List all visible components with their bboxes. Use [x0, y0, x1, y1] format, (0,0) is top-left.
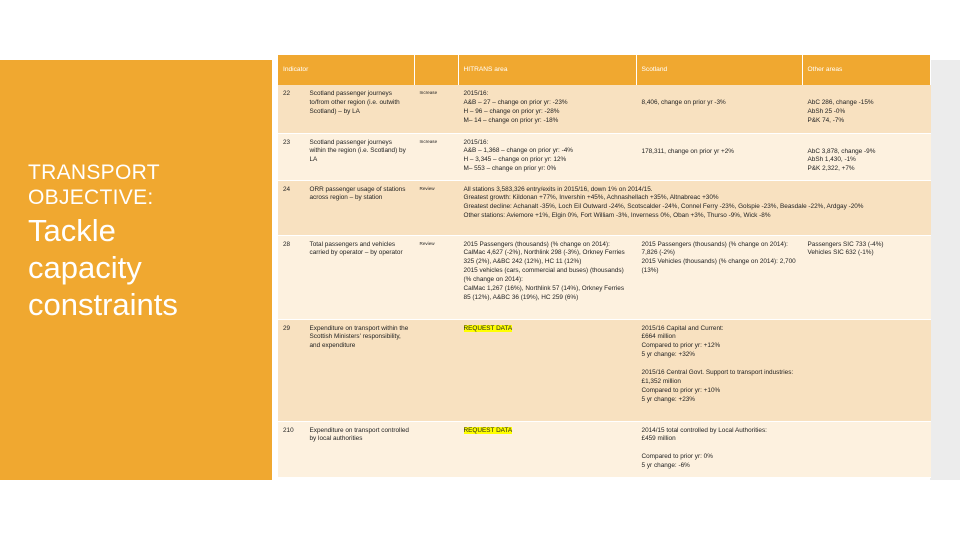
table-row: [278, 180, 930, 235]
cell-line: 2015/16:: [463, 90, 489, 97]
row-scotland: [636, 133, 802, 180]
row-indicator: Total passengers and vehicles carried by operator – by operator: [304, 235, 414, 319]
request-data-highlight: REQUEST DATA: [463, 324, 513, 332]
cell-line: Passengers SIC 733 (-4%): [807, 240, 884, 248]
row-indicator: Scotland passenger journeys within the region (i.e. Scotland) by LA: [304, 133, 414, 180]
objective-heading: [28, 160, 264, 323]
objective-title-line: constraints: [28, 287, 178, 322]
cell-line: AbC 3,878, change -9%: [807, 147, 876, 155]
header-other: Other areas: [802, 55, 930, 85]
cell-line: AbSh 1,430, -1%: [807, 156, 856, 164]
spacer: [642, 444, 798, 453]
table-row: [278, 421, 930, 477]
table-row: [278, 133, 930, 180]
cell-line: £664 million: [641, 333, 676, 341]
cell-line: H – 3,345 – change on prior yr: 12%: [463, 156, 567, 164]
cell-line: Compared to prior yr: +10%: [641, 386, 721, 394]
cell-line: Vehicles SIC 632 (-1%): [807, 249, 874, 257]
table-header-row: [278, 55, 930, 85]
cell-line: M– 14 – change on prior yr: -18%: [463, 116, 559, 124]
row-trend: Review: [414, 235, 458, 319]
row-number: 23: [278, 133, 304, 180]
objective-title: [28, 212, 264, 323]
cell-line: 178,311, change on prior yr +2%: [641, 147, 734, 155]
cell-line: P&K 74, -7%: [807, 116, 845, 124]
row-number: 29: [278, 319, 304, 421]
cell-line: 2015 Passengers (thousands) (% change on 2014): 7,826 (-2%): [641, 240, 788, 257]
header-scotland: Scotland: [636, 55, 802, 85]
cell-line: Other stations: Aviemore +1%, Elgin 0%, Fort William -3%, Inverness 0%, Oban +3%, Thurso -9%, Wick -8%: [463, 212, 771, 220]
cell-line: CalMac 1,267 (16%), Northlink 57 (14%), Orkney Ferries 85 (12%), A&BC 36 (19%), HC 259 (6%): [463, 285, 625, 301]
row-other: [802, 85, 930, 133]
indicators-table: [278, 55, 931, 478]
cell-line: 5 yr change: -6%: [641, 462, 690, 470]
row-hitrans: [458, 133, 636, 180]
row-trend: [414, 319, 458, 421]
row-scotland: [636, 319, 802, 421]
row-hitrans: [458, 85, 636, 133]
row-other: [802, 319, 930, 421]
row-scotland: [636, 235, 802, 319]
row-hitrans: [458, 421, 636, 477]
header-hitrans: HITRANS area: [458, 55, 636, 85]
cell-line: 2015 Passengers (thousands) (% change on 2014):: [463, 240, 610, 248]
row-indicator: Expenditure on transport controlled by local authorities: [304, 421, 414, 477]
row-number: 28: [278, 235, 304, 319]
cell-line: 2015/16:: [463, 138, 489, 146]
row-other: [802, 421, 930, 477]
cell-line: AbSh 25 -0%: [807, 107, 846, 115]
cell-line: 5 yr change: +23%: [641, 395, 695, 403]
row-summary: [458, 180, 930, 235]
row-trend: Increase: [414, 85, 458, 133]
cell-line: M– 553 – change on prior yr: 0%: [463, 165, 557, 173]
row-scotland: [636, 421, 802, 477]
cell-line: All stations 3,583,326 entry/exits in 2015/16, down 1% on 2014/15.: [463, 185, 653, 193]
cell-line: H – 96 – change on prior yr: -28%: [463, 107, 560, 115]
cell-line: 8,406, change on prior yr -3%: [641, 99, 726, 106]
row-other: [802, 235, 930, 319]
cell-line: 5 yr change: +32%: [641, 351, 695, 359]
right-grey-strip: [930, 60, 960, 480]
row-number: 24: [278, 180, 304, 235]
objective-label: TRANSPORT OBJECTIVE:: [28, 161, 160, 209]
row-indicator: Expenditure on transport within the Scottish Ministers' responsibility, and expenditure: [304, 319, 414, 421]
cell-line: A&B – 27 – change on prior yr: -23%: [463, 98, 568, 106]
cell-line: A&B – 1,368 – change on prior yr: -4%: [463, 147, 573, 155]
cell-line: Compared to prior yr: 0%: [641, 453, 713, 461]
cell-line: £459 million: [641, 435, 676, 443]
cell-line: £1,352 million: [641, 378, 681, 386]
cell-line: 2015/16 Central Govt. Support to transport industries:: [641, 369, 794, 377]
row-hitrans: [458, 319, 636, 421]
objective-title-line: capacity: [28, 250, 142, 285]
cell-line: AbC 286, change -15%: [807, 99, 874, 106]
row-trend: [414, 421, 458, 477]
cell-line: CalMac 4,627 (-2%), Northlink 298 (-3%), Orkney Ferries 325 (2%), A&BC 242 (12%), HC 11 (12%): [463, 249, 625, 266]
cell-line: Greatest decline: Achanalt -35%, Loch Eil Outward -24%, Scotscalder -24%, Connel Ferry -23%, Golspie -23%, Beasdale -22%, Ardgay -20%: [463, 203, 864, 211]
row-scotland: [636, 85, 802, 133]
request-data-highlight: REQUEST DATA: [463, 426, 513, 434]
cell-line: Compared to prior yr: +12%: [641, 342, 721, 350]
row-hitrans: [458, 235, 636, 319]
cell-line: 2015 Vehicles (thousands) (% change on 2014): 2,700 (13%): [641, 258, 796, 275]
objective-title-line: Tackle: [28, 213, 116, 248]
row-other: [802, 133, 930, 180]
row-number: 210: [278, 421, 304, 477]
cell-line: Greatest growth: Kildonan +77%, Invershin +45%, Achnashellach +35%, Altnabreac +30%: [463, 194, 719, 202]
row-trend: Review: [414, 180, 458, 235]
cell-line: 2015 vehicles (cars, commercial and buses) (thousands) (% change on 2014):: [463, 267, 624, 284]
row-indicator: Scotland passenger journeys to/from other region (i.e. outwith Scotland) – by LA: [304, 85, 414, 133]
table-row: [278, 85, 930, 133]
row-trend: Increase: [414, 133, 458, 180]
cell-line: P&K 2,322, +7%: [807, 165, 855, 173]
row-indicator: ORR passenger usage of stations across region – by station: [304, 180, 414, 235]
cell-line: 2015/16 Capital and Current:: [641, 324, 724, 332]
header-indicator: Indicator: [278, 55, 414, 85]
header-trend: [414, 55, 458, 85]
row-number: 22: [278, 85, 304, 133]
spacer: [642, 360, 798, 369]
table-row: [278, 319, 930, 421]
table-row: [278, 235, 930, 319]
cell-line: 2014/15 total controlled by Local Authorities:: [641, 426, 767, 434]
